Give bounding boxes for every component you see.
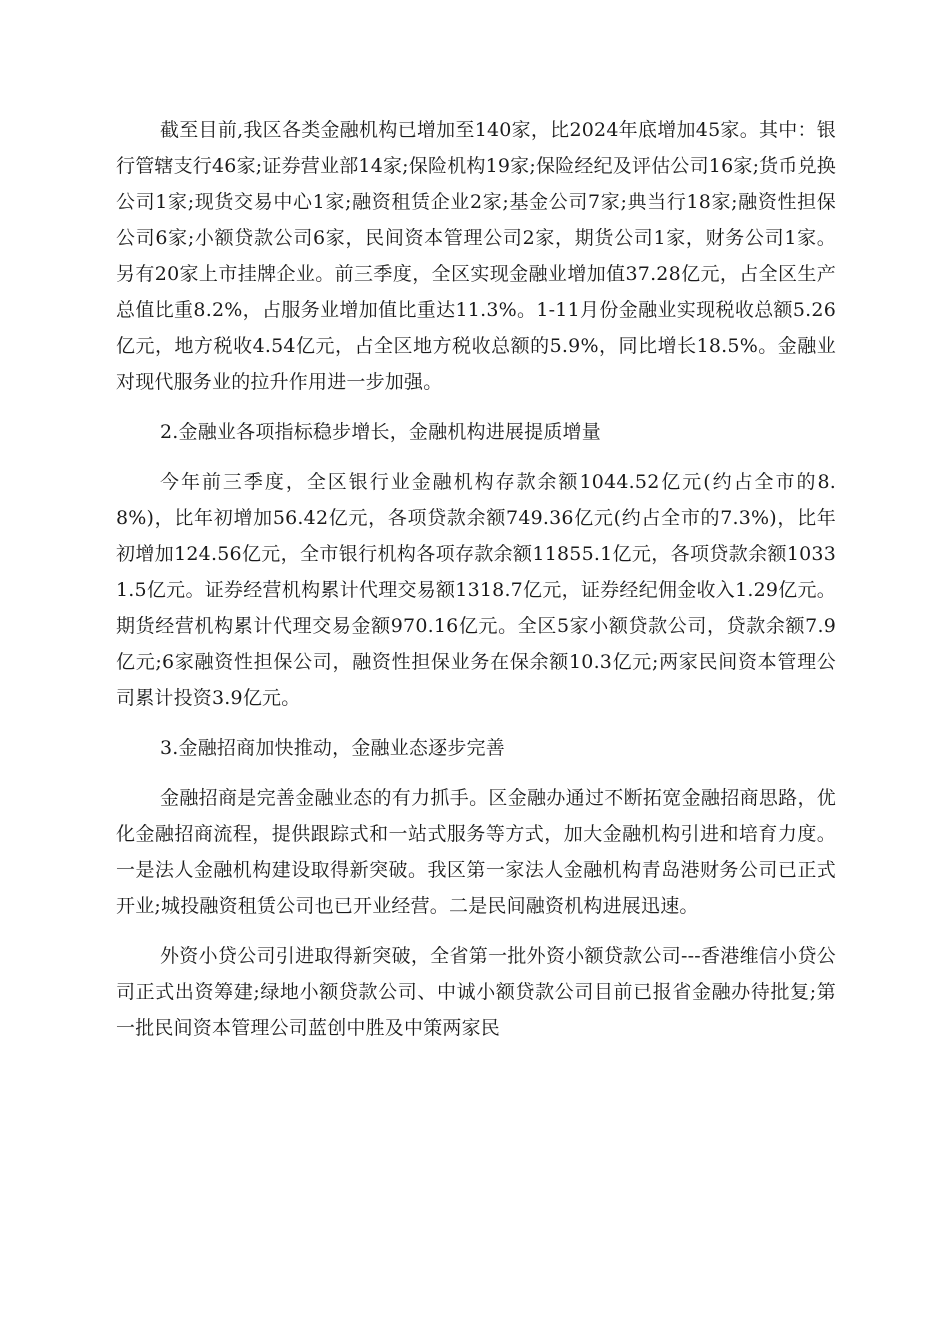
paragraph-institutions-overview: 截至目前,我区各类金融机构已增加至140家，比2024年底增加45家。其中：银行管辖支行46家;证券营业部14家;保险机构19家;保险经纪及评估公司16家;货币兑换公司1家;现货交易中心1家;融资租赁企业2家;基金公司7家;典当行18家;融资性担保公司6家;小额贷款公司6家，民间资本管理公司2家，期货公司1家，财务公司1家。另有20家上市挂牌企业。前三季度，全区实现金融业增加值37.28亿元，占全区生产总值比重8.2%，占服务业增加值比重达11.3%。1-11月份金融业实现税收总额5.26亿元，地方税收4.54亿元，占全区地方税收总额的5.9%，同比增长18.5%。金融业对现代服务业的拉升作用进一步加强。 <box>116 119 836 393</box>
section-heading-investment-promotion: 3.金融招商加快推动，金融业态逐步完善 <box>160 737 505 759</box>
paragraph-foreign-microcredit: 外资小贷公司引进取得新突破，全省第一批外资小额贷款公司---香港维信小贷公司正式出资筹建;绿地小额贷款公司、中诚小额贷款公司目前已报省金融办待批复;第一批民间资本管理公司蓝创中胜及中策两家民 <box>116 945 836 1039</box>
paragraph-deposits-loans: 今年前三季度，全区银行业金融机构存款余额1044.52亿元(约占全市的8.8%)，比年初增加56.42亿元，各项贷款余额749.36亿元(约占全市的7.3%)，比年初增加124.56亿元，全市银行机构各项存款余额11855.1亿元，各项贷款余额10331.5亿元。证券经营机构累计代理交易额1318.7亿元，证券经纪佣金收入1.29亿元。期货经营机构累计代理交易金额970.16亿元。全区5家小额贷款公司，贷款余额7.9亿元;6家融资性担保公司，融资性担保业务在保余额10.3亿元;两家民间资本管理公司累计投资3.9亿元。 <box>116 471 836 709</box>
document-page <box>116 112 836 1060</box>
section-heading-indicators: 2.金融业各项指标稳步增长，金融机构进展提质增量 <box>160 421 601 443</box>
paragraph-investment-promotion: 金融招商是完善金融业态的有力抓手。区金融办通过不断拓宽金融招商思路，优化金融招商流程，提供跟踪式和一站式服务等方式，加大金融机构引进和培育力度。一是法人金融机构建设取得新突破。我区第一家法人金融机构青岛港财务公司已正式开业;城投融资租赁公司也已开业经营。二是民间融资机构进展迅速。 <box>116 787 836 917</box>
